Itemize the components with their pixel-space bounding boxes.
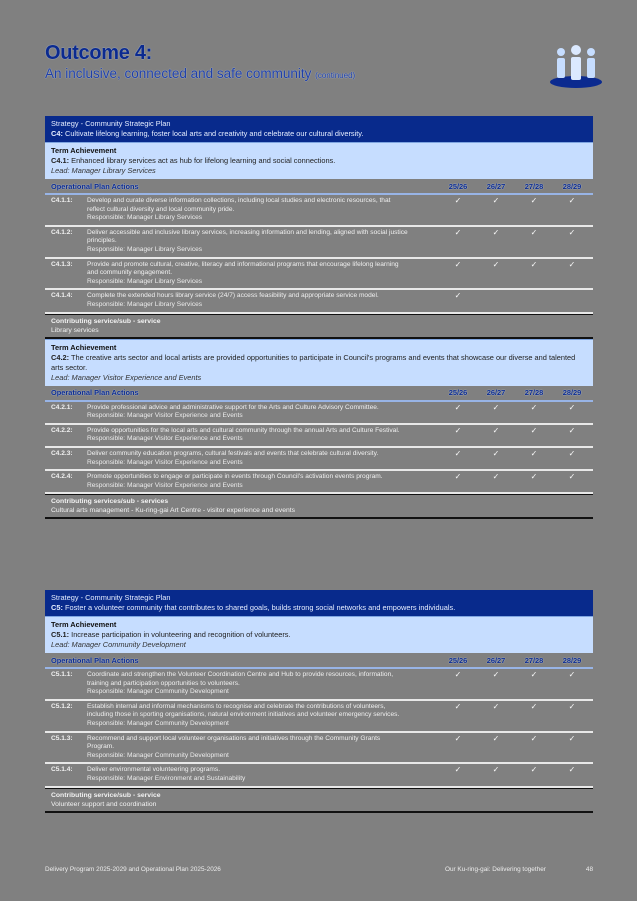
contributing-heading: Contributing service/sub - service [51,317,161,325]
checkmark-icon: ✓ [568,670,576,679]
action-description [87,766,439,783]
action-responsible: Responsible: Manager Visitor Experience and Events [87,412,243,420]
action-row [45,733,593,765]
action-text: Promote opportunities to engage or participate in events through Council's activation events program. [87,473,383,481]
checkmark-icon: ✓ [530,670,538,679]
year-column-header: 25/26 [448,181,468,191]
page-footer [45,866,593,873]
action-description [87,450,439,467]
action-description [87,735,439,761]
action-text: Develop and curate diverse information collections, including local studies and electronic resources, that reflect cultural diversity and local community pride. [87,197,391,213]
checkmark-icon: ✓ [492,259,500,269]
year-column-header: 25/26 [448,388,468,398]
checkmark-icon: ✓ [492,227,500,237]
action-code: C5.1.1: [51,671,73,678]
empty-year-cell [553,292,591,309]
action-text: Recommend and support local volunteer organisations and initiatives through the Community Grants Program. [87,734,381,751]
checkmark-icon: ✓ [568,196,576,205]
term-heading: Term Achievement [51,342,117,352]
action-code: C4.2.2: [51,426,73,434]
checkmark-icon: ✓ [530,425,538,435]
checkmark-icon: ✓ [568,425,576,435]
checkmark-icon: ✓ [454,701,462,711]
term-text: Increase participation in volunteering and recognition of volunteers. [71,630,291,639]
action-responsible: Responsible: Manager Community Development [87,688,229,696]
checkmark-icon: ✓ [530,472,538,482]
action-description [87,197,439,223]
year-column-header: 27/28 [524,388,544,398]
checkmark-icon: ✓ [492,472,500,482]
action-text: Coordinate and strengthen the Volunteer Coordination Centre and Hub to provide resources, information, training and participation opportunities to volunteers. [87,671,394,687]
term-statement [51,630,587,640]
checkmark-icon: ✓ [568,402,576,412]
action-text: Deliver environmental volunteering programs. [87,766,221,774]
checkmark-icon: ✓ [454,733,462,743]
strategy-text: Cultivate lifelong learning, foster local arts and creativity and celebrate our cultural diversity. [64,129,364,138]
action-responsible: Responsible: Manager Library Services [87,214,203,222]
action-code: C4.1.3: [51,260,73,268]
strategy-statement [51,603,587,613]
action-row [45,471,593,494]
checkmark-icon: ✓ [454,425,462,435]
term-achievement [45,339,593,386]
term-achievement [45,142,593,179]
action-row [45,290,593,313]
action-code: C5.1.4: [51,766,73,774]
checkmark-icon: ✓ [530,733,538,743]
checkmark-icon: ✓ [454,472,462,482]
checkmark-icon: ✓ [454,196,462,205]
strategy-section [45,116,593,519]
action-row [45,195,593,227]
contributing-heading: Contributing service/sub - service [51,791,161,799]
strategy-header [45,590,593,616]
checkmark-icon: ✓ [530,701,538,711]
strategy-header [45,116,593,142]
year-column-header: 27/28 [524,181,544,191]
checkmark-icon: ✓ [454,291,462,301]
contributing-services [45,314,593,339]
action-code: C4.1.2: [51,228,73,236]
empty-year-cell [477,292,515,309]
action-description [87,292,439,309]
action-description [87,671,439,697]
term-achievement [45,616,593,653]
contributing-services [45,788,593,813]
term-text: The creative arts sector and local artists are provided opportunities to participate in Council's programs and events that showcase our diverse and talented arts sector. [51,352,576,372]
action-code: C4.1.4: [51,292,73,300]
year-column-header: 26/27 [486,181,506,191]
action-responsible: Responsible: Manager Library Services [87,300,203,308]
actions-header [45,653,593,669]
action-code: C4.1.1: [51,197,73,204]
checkmark-icon: ✓ [530,227,538,237]
action-text: Deliver community education programs, cultural festivals and events that celebrate cultural diversity. [87,449,379,457]
checkmark-icon: ✓ [568,472,576,482]
action-row [45,425,593,448]
continued-label: (continued) [315,71,356,80]
strategy-label: Strategy - Community Strategic Plan [51,593,171,602]
actions-header [45,179,593,195]
action-text: Provide and promote cultural, creative, literacy and informational programs that encourage lifelong learning and community engagement. [87,260,399,277]
term-heading: Term Achievement [51,146,117,155]
term-heading: Term Achievement [51,620,117,629]
action-description [87,261,439,287]
term-lead: Lead: Manager Visitor Experience and Events [51,372,202,382]
empty-year-cell [515,292,553,309]
action-responsible: Responsible: Manager Community Development [87,751,229,759]
contributing-services [45,494,593,519]
contributing-heading: Contributing services/sub - services [51,498,169,506]
strategy-section [45,590,593,813]
page-header [45,42,355,81]
action-code: C5.1.2: [51,702,73,710]
year-column-header: 26/27 [486,655,506,665]
contributing-text: Volunteer support and coordination [51,800,157,808]
action-code: C4.2.1: [51,403,73,411]
action-responsible: Responsible: Manager Visitor Experience and Events [87,481,243,489]
checkmark-icon: ✓ [492,196,500,205]
checkmark-icon: ✓ [454,227,462,237]
action-description [87,229,439,255]
year-column-header: 28/29 [562,655,582,665]
community-people-icon [546,42,606,90]
actions-heading: Operational Plan Actions [51,181,139,191]
action-description [87,404,439,421]
year-column-header: 26/27 [486,388,506,398]
term-statement [51,353,587,373]
term-text: Enhanced library services act as hub for lifelong learning and social connections. [71,156,336,165]
checkmark-icon: ✓ [568,765,576,775]
checkmark-icon: ✓ [492,448,500,458]
action-row [45,227,593,259]
year-column-header: 25/26 [448,655,468,665]
checkmark-icon: ✓ [454,765,462,775]
footer-tagline: Our Ku-ring-gai: Delivering together [445,866,546,873]
action-responsible: Responsible: Manager Visitor Experience and Events [87,435,243,443]
action-responsible: Responsible: Manager Environment and Sustainability [87,774,246,782]
checkmark-icon: ✓ [568,448,576,458]
outcome-subtitle-text: An inclusive, connected and safe community [45,66,312,81]
action-responsible: Responsible: Manager Visitor Experience and Events [87,458,243,466]
checkmark-icon: ✓ [492,765,500,775]
action-text: Provide professional advice and administrative support for the Arts and Culture Advisory Committee. [87,403,379,411]
strategy-label: Strategy - Community Strategic Plan [51,119,171,128]
action-responsible: Responsible: Manager Library Services [87,277,203,285]
checkmark-icon: ✓ [530,765,538,775]
footer-document-title: Delivery Program 2025-2029 and Operational Plan 2025-2026 [45,866,221,873]
term-code: C4.2: [51,352,70,362]
term-code: C4.1: [51,156,70,165]
action-text: Provide opportunities for the local arts and cultural community through the annual Arts and Culture Festival. [87,426,400,434]
checkmark-icon: ✓ [530,259,538,269]
term-lead: Lead: Manager Community Development [51,640,186,649]
action-text: Establish internal and informal mechanisms to recognise and celebrate the contributions of volunteers, including those in sporting organisations, natural environment initiatives and volunteer emergency services. [87,702,400,719]
checkmark-icon: ✓ [530,448,538,458]
outcome-title: Outcome 4: [45,42,153,64]
year-column-header: 27/28 [524,655,544,665]
checkmark-icon: ✓ [492,425,500,435]
checkmark-icon: ✓ [454,448,462,458]
contributing-text: Library services [51,326,99,334]
strategy-text: Foster a volunteer community that contributes to shared goals, builds strong social networks and empowers individuals. [64,603,456,612]
action-row [45,764,593,787]
checkmark-icon: ✓ [530,402,538,412]
actions-heading: Operational Plan Actions [51,388,139,398]
checkmark-icon: ✓ [454,670,462,679]
action-description [87,427,439,444]
action-code: C4.2.4: [51,473,73,481]
checkmark-icon: ✓ [568,259,576,269]
action-description [87,473,439,490]
contributing-text: Cultural arts management - Ku-ring-gai Art Centre - visitor experience and events [51,507,296,515]
strategy-code: C5: [51,603,63,612]
actions-heading: Operational Plan Actions [51,655,139,665]
strategy-statement [51,129,587,139]
action-text: Deliver accessible and inclusive library services, increasing information and lending, aligned with social justice principles. [87,228,408,245]
action-responsible: Responsible: Manager Community Development [87,719,229,727]
action-row [45,402,593,425]
checkmark-icon: ✓ [492,733,500,743]
year-column-header: 28/29 [562,388,582,398]
action-code: C5.1.3: [51,734,73,742]
action-row [45,669,593,701]
year-column-header: 28/29 [562,181,582,191]
action-code: C4.2.3: [51,449,73,457]
actions-header [45,386,593,402]
action-text: Complete the extended hours library service (24/7) access feasibility and appropriate service model. [87,292,379,300]
checkmark-icon: ✓ [568,733,576,743]
strategy-code: C4: [51,129,63,138]
checkmark-icon: ✓ [530,196,538,205]
action-row [45,448,593,471]
checkmark-icon: ✓ [492,701,500,711]
action-description [87,703,439,729]
action-row [45,259,593,291]
action-row [45,701,593,733]
term-lead: Lead: Manager Library Services [51,166,156,175]
checkmark-icon: ✓ [568,227,576,237]
checkmark-icon: ✓ [492,402,500,412]
checkmark-icon: ✓ [492,670,500,679]
term-statement [51,156,587,166]
page-number: 48 [585,866,593,873]
term-code: C5.1: [51,630,70,639]
checkmark-icon: ✓ [454,259,462,269]
action-responsible: Responsible: Manager Library Services [87,245,203,253]
checkmark-icon: ✓ [568,701,576,711]
checkmark-icon: ✓ [454,402,462,412]
outcome-subtitle [45,66,355,81]
